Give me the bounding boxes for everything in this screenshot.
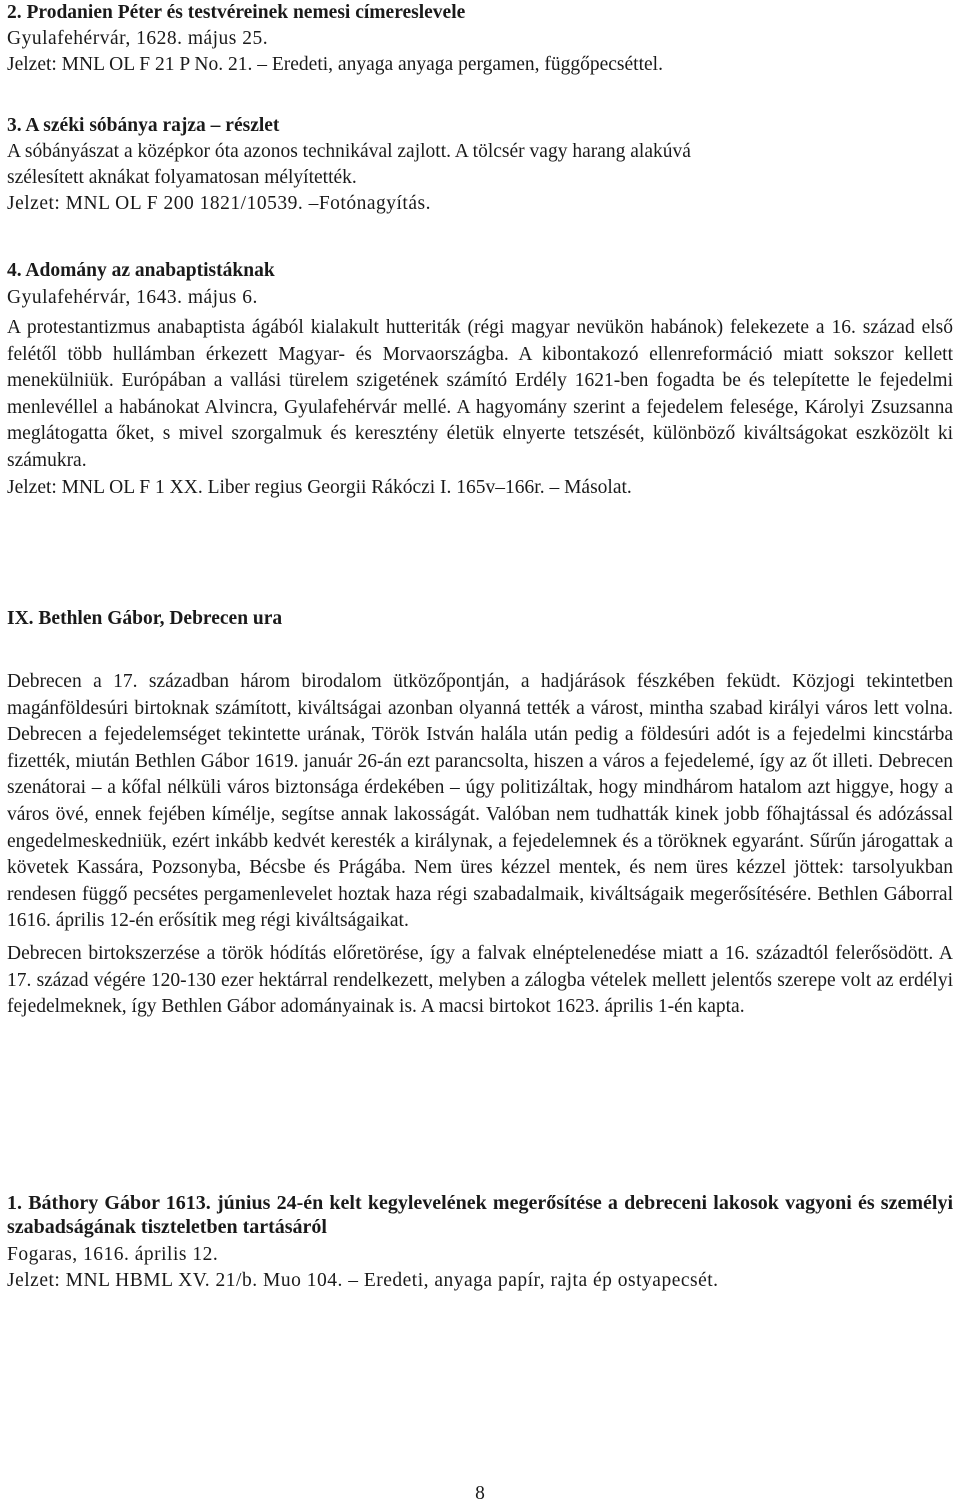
- chapter-title: [7, 606, 953, 632]
- item-1-place-date: Fogaras, 1616. április 12.: [7, 1244, 219, 1265]
- section-2-title: 2. Prodanien Péter és testvéreinek nemesi címereslevele: [7, 2, 466, 23]
- section-2: [7, 0, 953, 78]
- chapter-paragraph-2: Debrecen birtokszerzése a török hódítás előretörése, így a falvak elnéptelenedése miatt a 16. századtól felerősödött. A 17. század végére 120-130 ezer hektárral rendelkezett, melyben a zálogba vételek mellett jelentős szerepe volt az erdélyi fejedelmeknek, így Bethlen Gábor adományainak is. A macsi birtokot 1623. április 1-én kapta.: [7, 942, 953, 1018]
- item-1-signature: Jelzet: MNL HBML XV. 21/b. Muo 104. – Eredeti, anyaga papír, rajta ép ostyapecsét.: [7, 1270, 719, 1291]
- section-4-place-date: Gyulafehérvár, 1643. május 6.: [7, 287, 258, 308]
- chapter-body: [7, 669, 953, 1021]
- section-4-body: A protestantizmus anabaptista ágából kialakult hutteriták (régi magyar nevükön habánok) felekezete a 16. század első felétől több hullámban érkezett Magyar- és Morvaországba. A kibontakozó ellenreformáció miatt sokszor kellett menekülniük. Európában a vallási türelem szigetének számító Erdély 1621-ben fogadta be és telepítette le fejedelmi menlevéllel a habánokat Alvincra, Gyulafehérvár mellé. A hagyomány szerint a fejedelem felesége, Károlyi Zsuzsanna meglátogatta őket, s mivel szorgalmuk és keresztény életük elnyerte tetszését, különböző kiváltságokat eszközölt ki számukra.: [7, 317, 953, 471]
- page-number: 8: [475, 1483, 485, 1504]
- section-3-text-line-2: szélesített aknákat folyamatosan mélyítették.: [7, 167, 357, 188]
- section-4-signature: Jelzet: MNL OL F 1 XX. Liber regius Georgii Rákóczi I. 165v–166r. – Másolat.: [7, 476, 632, 498]
- section-4: [7, 257, 953, 501]
- chapter-heading: IX. Bethlen Gábor, Debrecen ura: [7, 608, 283, 629]
- section-3-signature: Jelzet: MNL OL F 200 1821/10539. –Fotónagyítás.: [7, 193, 431, 214]
- section-3: [7, 113, 953, 217]
- section-3-text-line-1: A sóbányászat a középkor óta azonos technikával zajlott. A tölcsér vagy harang alakúvá: [7, 141, 691, 162]
- section-3-title: 3. A széki sóbánya rajza – részlet: [7, 115, 280, 136]
- item-1: [7, 1191, 953, 1294]
- section-4-title: 4. Adomány az anabaptistáknak: [7, 260, 275, 281]
- section-2-place-date: Gyulafehérvár, 1628. május 25.: [7, 28, 269, 49]
- section-2-signature: Jelzet: MNL OL F 21 P No. 21. – Eredeti, anyaga anyaga pergamen, függőpecséttel.: [7, 54, 663, 75]
- chapter-paragraph-1: Debrecen a 17. században három birodalom ütközőpontján, a hadjárások fészkében feküdt. Közjogi tekintetben magánföldesúri birtoknak számított, kiváltságai azonban olyanná tették a várost, mintha szabad királyi város lett volna. Debrecen a fejedelemséget tekintette urának, Török István halála után pedig a földesúri adót is a fejedelmi kincstárba fizették, miután Bethlen Gábor 1619. január 26-án ezt parancsolta, hiszen a város a fejedelemé, így az őt illeti. Debrecen szenátorai – a kőfal nélküli város biztonsága érdekében – úgy politizáltak, hogy mindhárom hatalom azt higgye, hogy a város övé, ennek fejében kímélje, segítse annak lakosságát. Valóban nem tudhatták kinek jobb főhajtással és adózással engedelmeskedniük, ezért inkább kedvét keresték a királynak, a fejedelemnek és a töröknek egyaránt. Sűrűn járogattak a követek Kassára, Pozsonyba, Bécsbe és Prágába. Nem üres kézzel mentek, és nem üres kézzel jöttek: tarsolyukban rendesen függő pecsétes pergamenlevelet hoztak haza régi szabadalmaik, kiváltságaik megerősítésére. Bethlen Gáborral 1616. április 12-én erősítik meg régi kiváltságaikat.: [7, 671, 953, 932]
- item-1-title: 1. Báthory Gábor 1613. június 24-én kelt kegylevelének megerősítése a debreceni lakosok vagyoni és személyi szabadságának tiszteletben tartásáról: [7, 1192, 953, 1238]
